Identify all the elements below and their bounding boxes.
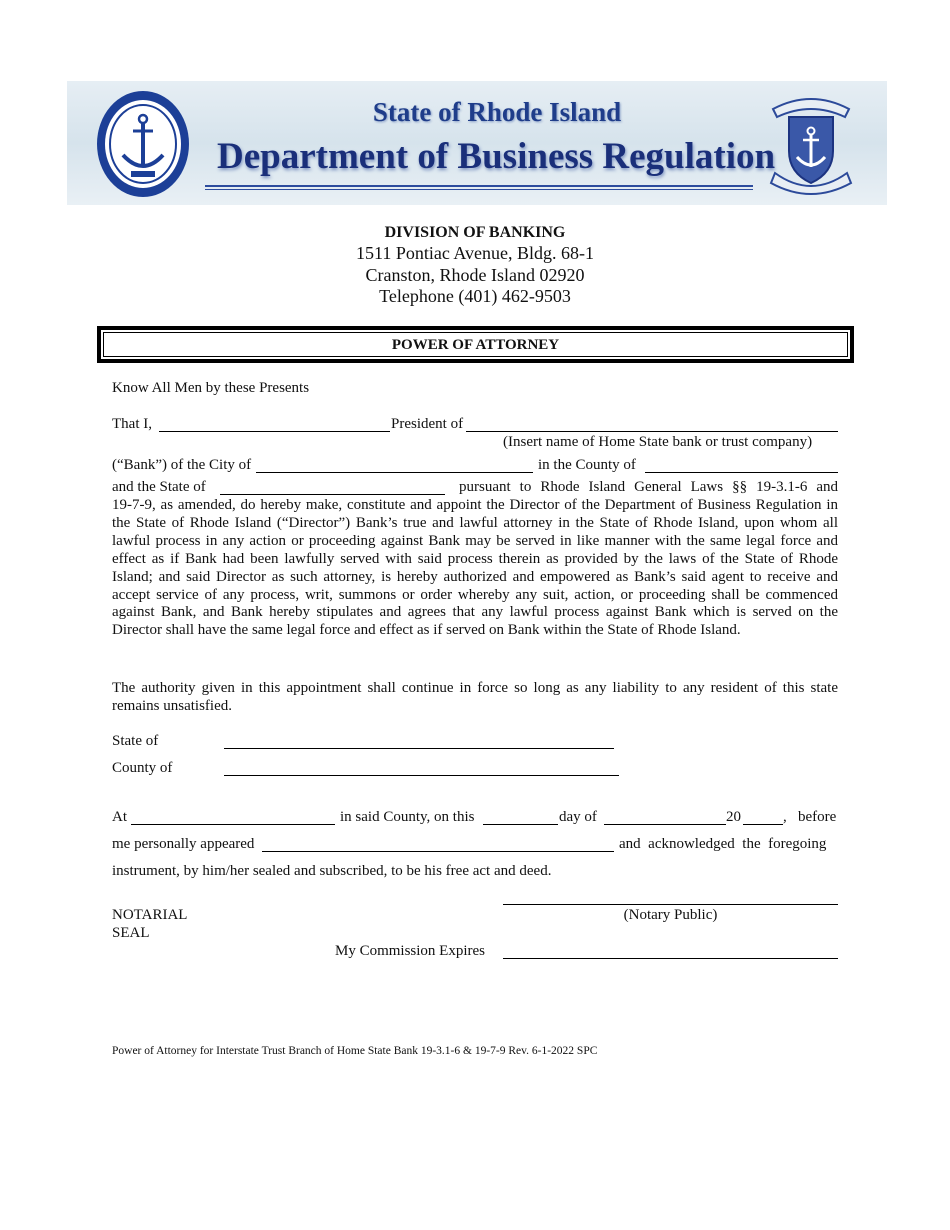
appeared-name-field-line[interactable] [262, 851, 614, 852]
document-title: POWER OF ATTORNEY [391, 337, 560, 353]
state-name: State of Rhode Island [372, 97, 622, 127]
seal-label-line2: SEAL [112, 925, 150, 941]
in-said-county-label: in said County, on this [340, 809, 475, 825]
president-of-label: President of [391, 416, 464, 432]
notary-state-label: State of [112, 733, 159, 749]
intro-text: Know All Men by these Presents [112, 380, 310, 396]
day-of-label: day of [559, 809, 597, 825]
notary-county-field-line[interactable] [224, 775, 619, 776]
day-field-line[interactable] [483, 824, 558, 825]
month-field-line[interactable] [604, 824, 726, 825]
authority-paragraph: The authority given in this appointment shall continue in force so long as any liability to any resident of this state remains unsatisfied. [112, 680, 838, 714]
before-label: , before [783, 809, 837, 825]
notary-signature-line[interactable] [503, 904, 838, 905]
bank-city-label: (“Bank”) of the City of [112, 457, 252, 473]
name-field-line[interactable] [159, 431, 390, 432]
at-label: At [112, 809, 127, 825]
department-seal-anchor-icon [95, 89, 191, 199]
seal-label-line1: NOTARIAL [112, 907, 188, 923]
notary-state-field-line[interactable] [224, 748, 614, 749]
banner-rule [205, 189, 753, 190]
pursuant-text: pursuant to Rhode Island General Laws §§ 19-3.1-6 and [459, 479, 838, 495]
insert-name-hint: (Insert name of Home State bank or trust company) [503, 434, 813, 450]
year-field-line[interactable] [743, 824, 783, 825]
bank-name-field-line[interactable] [466, 431, 838, 432]
me-appeared-label: me personally appeared [112, 836, 255, 852]
telephone: Telephone (401) 462-9503 [379, 286, 571, 306]
that-i-label: That I, [112, 416, 152, 432]
at-place-field-line[interactable] [131, 824, 335, 825]
acknowledged-label: and acknowledged the foregoing [619, 836, 827, 852]
year-prefix: 20 [726, 809, 741, 825]
banner-rule [205, 185, 753, 187]
department-name: Department of Business Regulation [217, 136, 776, 177]
document-title-box [97, 326, 854, 363]
state-field-line[interactable] [220, 494, 445, 495]
division-name: DIVISION OF BANKING [384, 224, 566, 241]
commission-expires-field-line[interactable] [503, 958, 838, 959]
notary-public-label: (Notary Public) [623, 907, 718, 923]
instrument-text: instrument, by him/her sealed and subscribed, to be his free act and deed. [112, 863, 552, 879]
county-label: in the County of [538, 457, 636, 473]
state-seal-anchor-icon [761, 87, 861, 199]
city-state-zip: Cranston, Rhode Island 02920 [365, 265, 585, 285]
and-state-label: and the State of [112, 479, 206, 495]
street-address: 1511 Pontiac Avenue, Bldg. 68-1 [356, 243, 594, 263]
city-field-line[interactable] [256, 472, 533, 473]
county-field-line[interactable] [645, 472, 838, 473]
commission-expires-label: My Commission Expires [335, 943, 486, 959]
agency-banner [67, 81, 887, 205]
appointment-paragraph: 19-7-9, as amended, do hereby make, constitute and appoint the Director of the Department of Business Regulation in the State of Rhode Island (“Director”) Bank’s true and lawful attorney in the State of Rhode Island, upon whom all lawful process in any action or proceeding against Bank may be served in like manner with the same legal force and effect as if Bank had been lawfully served with said process therein as provided by the laws of the State of Rhode Island; and said Director as such attorney, is hereby authorized and empowered as Bank’s said agent to receive and accept service of any process, writ, summons or order whereby any suit, action, or proceeding shall be commenced against Bank, and Bank hereby stipulates and agrees that any lawful process against Bank which is served on the Director shall have the same legal force and effect as if served on Bank within the State of Rhode Island. [112, 497, 838, 639]
form-footer: Power of Attorney for Interstate Trust Branch of Home State Bank 19-3.1-6 & 19-7-9 Rev. 6-1-2022 SPC [112, 1045, 598, 1057]
notary-county-label: County of [112, 760, 173, 776]
